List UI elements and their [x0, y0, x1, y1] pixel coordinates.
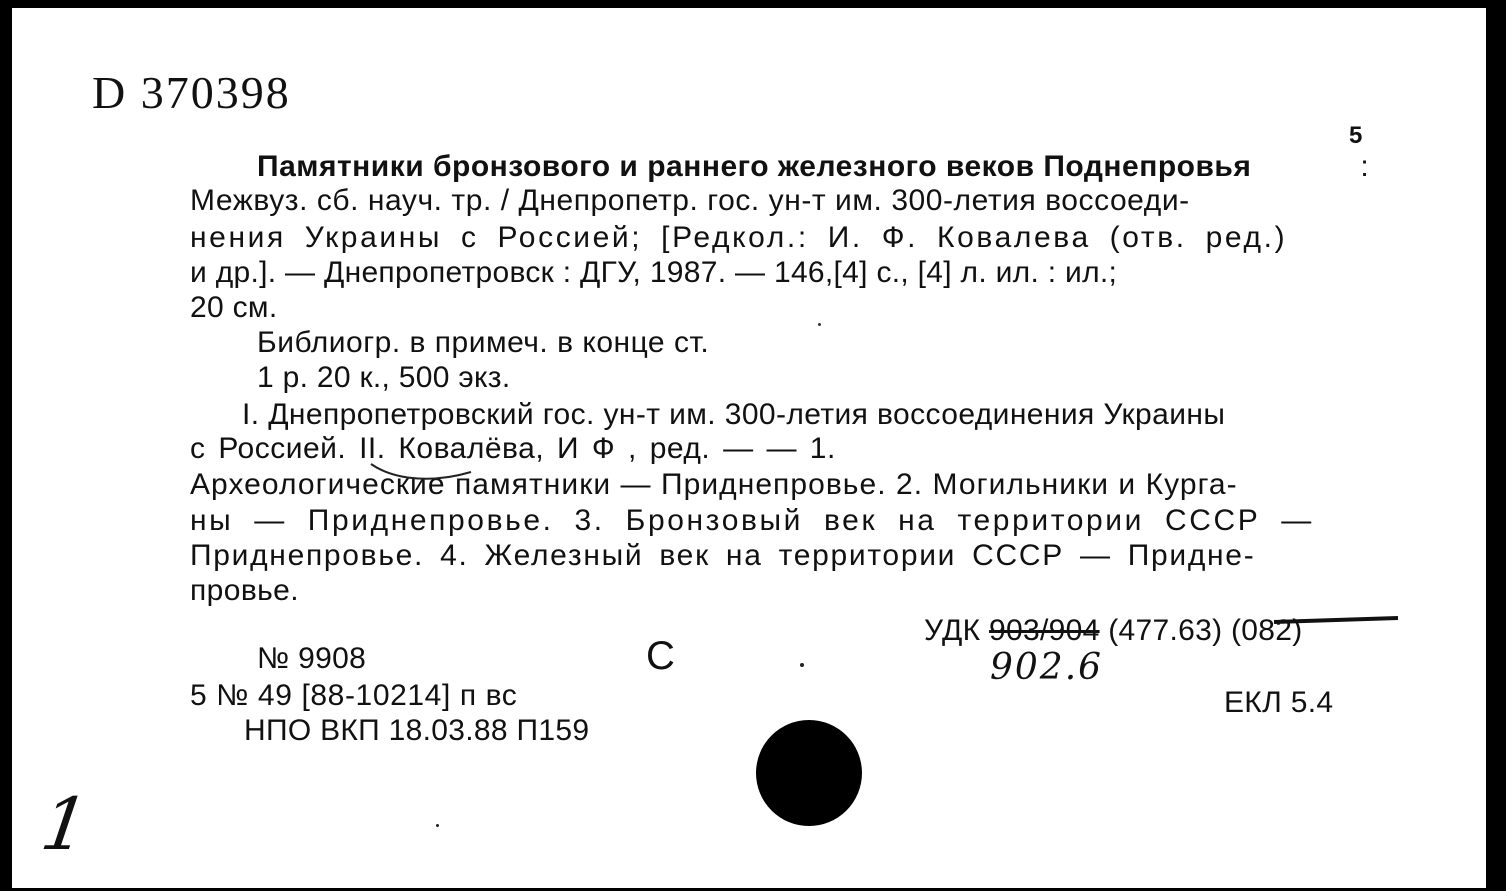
- price-note: 1 р. 20 к., 500 экз.: [257, 361, 511, 394]
- subject-line-5: Приднепровье. 4. Железный век на территории СССР — Придне-: [190, 539, 1256, 572]
- pen-stroke: [367, 460, 477, 482]
- catalog-card: [12, 8, 1486, 888]
- catalog-letter: С: [646, 634, 675, 678]
- title-line: [257, 152, 1369, 182]
- description-line-4: 20 см.: [190, 291, 278, 324]
- subject-line-4: ны — Приднепровье. 3. Бронзовый век на территории СССР —: [190, 504, 1314, 537]
- subject-line-6: провье.: [190, 574, 300, 607]
- speck: [800, 663, 804, 667]
- speck: [818, 323, 821, 326]
- subject-line-3: Археологические памятники — Приднепровье. 2. Могильники и Курга-: [190, 468, 1238, 501]
- speck: [436, 824, 439, 827]
- catalog-number: № 9908: [257, 642, 367, 675]
- description-line-2: нения Украины с Россией; [Редкол.: И. Ф. Ковалева (отв. ред.): [190, 221, 1288, 254]
- handwritten-mark: 1: [36, 782, 94, 866]
- page-number: 5: [1349, 122, 1363, 149]
- card-number: D 370398: [92, 67, 291, 118]
- bibliography-note: Библиогр. в примеч. в конце ст.: [257, 326, 710, 359]
- strike-line: [1272, 612, 1402, 626]
- subject-line-2: с Россией. II. Ковалёва, И Ф , ред. — — 1.: [190, 432, 836, 465]
- subject-line-1: I. Днепропетровский гос. ун-т им. 300-летия воссоединения Украины: [242, 398, 1226, 431]
- description-line-3: и др.]. — Днепропетровск : ДГУ, 1987. — 146,[4] с., [4] л. ил. : ил.;: [190, 256, 1118, 289]
- udc-label: УДК: [924, 614, 981, 647]
- punch-hole: [756, 720, 862, 826]
- ekl-code: ЕКЛ 5.4: [1224, 686, 1334, 719]
- udc-line: [924, 616, 1303, 646]
- order-line: 5 № 49 [88-10214] п вс: [190, 679, 518, 712]
- book-title: Памятники бронзового и раннего железного веков Поднепровья: [257, 150, 1252, 183]
- udc-struck-code: 903/904: [989, 614, 1100, 647]
- publisher-line: НПО ВКП 18.03.88 П159: [244, 714, 590, 747]
- title-colon: :: [1360, 150, 1369, 183]
- description-line-1: Межвуз. сб. науч. тр. / Днепропетр. гос. ун-т им. 300-летия воссоеди-: [190, 184, 1190, 217]
- udc-value: (477.63) (082): [1108, 614, 1303, 647]
- udc-handwritten-code: 902.6: [990, 647, 1104, 688]
